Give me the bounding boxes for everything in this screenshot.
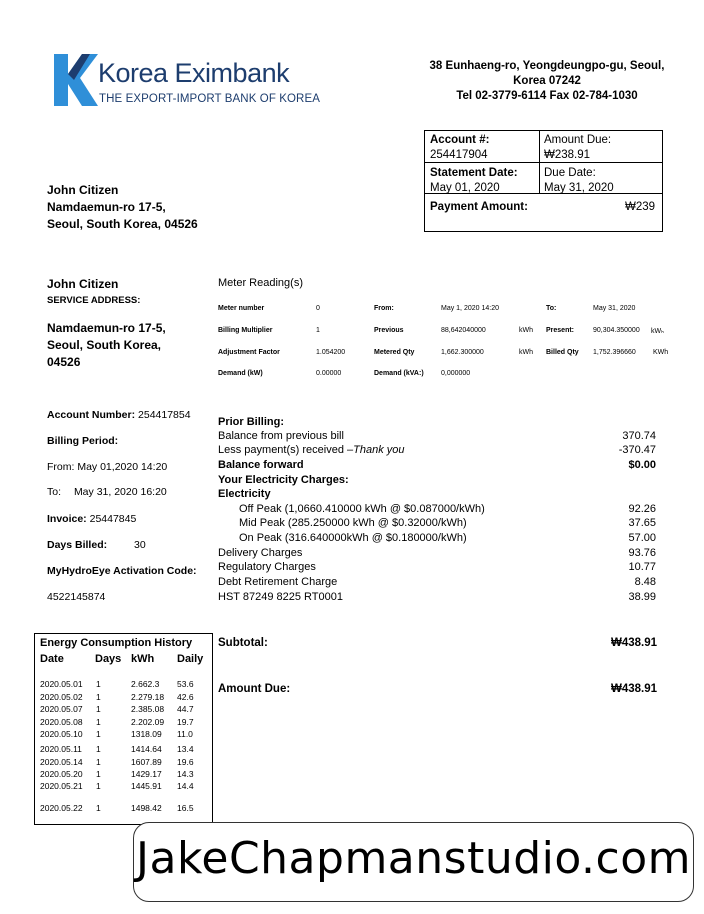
activation-code-value: 4522145874: [47, 591, 106, 603]
bank-name: Korea Eximbank: [98, 58, 290, 88]
history-cell: 2020.05.20: [40, 769, 83, 779]
activation-code-label: MyHydroEye Activation Code:: [47, 565, 197, 577]
watermark-banner: [133, 822, 694, 902]
history-cell: 1: [96, 803, 101, 813]
previous-value: 88,642040000: [441, 327, 486, 334]
service-address-label: SERVICE ADDRESS:: [47, 295, 141, 306]
payment-amount-value: ₩239: [625, 201, 656, 213]
meter-to-value: May 31, 2020: [593, 305, 636, 312]
customer-address-line2: Seoul, South Korea, 04526: [47, 217, 198, 231]
billed-qty-value: 1,752.396660: [593, 349, 636, 356]
balance-previous-label: Balance from previous bill: [218, 430, 344, 442]
days-billed-line: [47, 539, 146, 551]
days-billed-value: 30: [134, 539, 146, 551]
customer-address: [47, 182, 198, 233]
history-cell: 1: [96, 744, 101, 754]
account-summary-box: [424, 130, 663, 232]
payment-received-thanks: Thank you: [353, 444, 405, 456]
billing-to-value: May 31, 2020 16:20: [73, 486, 167, 498]
present-unit: kWₕ: [651, 328, 664, 335]
history-cell: 1: [96, 692, 101, 702]
on-peak-value: 57.00: [628, 532, 656, 544]
hst-label: HST 87249 8225 RT0001: [218, 591, 343, 603]
history-cell: 2020.05.02: [40, 692, 83, 702]
payment-received-label: Less payment(s) received –: [218, 444, 354, 456]
electricity-label: Electricity: [218, 488, 271, 500]
due-date-label: Due Date:: [544, 167, 596, 179]
bank-address: [412, 59, 682, 104]
watermark-text: JakeChapmanstudio.com: [136, 833, 691, 884]
history-cell: 42.6: [177, 692, 194, 702]
days-billed-label: Days Billed:: [47, 539, 108, 551]
history-cell: 1: [96, 717, 101, 727]
amount-due-label: Amount Due:: [544, 134, 612, 146]
left-account-number-label: Account Number:: [47, 409, 136, 421]
service-address-line3: 04526: [47, 355, 81, 369]
energy-consumption-history: [34, 633, 213, 825]
statement-date-label: Statement Date:: [430, 167, 518, 179]
regulatory-charges-label: Regulatory Charges: [218, 561, 316, 573]
service-address: [47, 320, 166, 371]
billed-qty-label: Billed Qty: [546, 349, 579, 356]
demand-kva-value: 0,000000: [441, 370, 471, 377]
previous-unit: kWh: [519, 327, 533, 334]
present-label: Present:: [546, 327, 575, 334]
customer-address-line1: Namdaemun-ro 17-5,: [47, 200, 166, 214]
history-cell: 16.5: [177, 803, 194, 813]
history-cell: 1445.91: [131, 781, 162, 791]
history-cell: 1: [96, 729, 101, 739]
meter-from-label: From:: [374, 305, 394, 312]
amount-due-label-bottom: Amount Due:: [218, 683, 291, 695]
billing-from-line: [47, 461, 167, 473]
history-header-date: Date: [40, 653, 64, 665]
demand-kw-label: Demand (kW): [218, 370, 263, 377]
amount-due-value: ₩238.91: [544, 149, 591, 161]
bank-address-line1: 38 Eunhaeng-ro, Yeongdeungpo-gu, Seoul,: [429, 60, 665, 72]
billed-qty-unit: KWh: [653, 349, 669, 356]
mid-peak-value: 37.65: [628, 517, 656, 529]
logo-mark-icon: [54, 54, 98, 106]
previous-label: Previous: [374, 327, 404, 334]
billing-to-line: [47, 486, 167, 498]
billing-from-value: May 01,2020 14:20: [77, 461, 168, 473]
adjustment-factor-label: Adjustment Factor: [218, 349, 280, 356]
mid-peak-label: Mid Peak (285.250000 kWh @ $0.32000/kWh): [239, 517, 467, 529]
history-cell: 1318.09: [131, 729, 162, 739]
demand-kw-value: 0.00000: [316, 370, 342, 377]
subtotal-label: Subtotal:: [218, 637, 268, 649]
history-header-days: Days: [95, 653, 122, 665]
history-cell: 2020.05.01: [40, 679, 83, 689]
history-cell: 19.7: [177, 717, 194, 727]
hst-value: 38.99: [628, 591, 656, 603]
history-cell: 1498.42: [131, 803, 162, 813]
history-cell: 2020.05.14: [40, 757, 83, 767]
account-number-line: [47, 409, 191, 421]
left-account-number-value: 254417854: [138, 409, 191, 421]
billing-multiplier-value: 1: [316, 327, 320, 334]
payment-received-value: -370.47: [618, 444, 656, 456]
history-cell: 2020.05.21: [40, 781, 83, 791]
debt-retirement-value: 8.48: [634, 576, 656, 588]
history-cell: 2020.05.11: [40, 744, 82, 754]
account-number-label: Account #:: [430, 134, 490, 146]
history-cell: 11.0: [177, 729, 193, 739]
history-cell: 2.385.08: [131, 704, 165, 714]
metered-qty-label: Metered Qty: [374, 349, 415, 356]
invoice-label: Invoice:: [47, 513, 87, 525]
history-header-daily: Daily: [177, 653, 204, 665]
history-cell: 2.662.3: [131, 679, 160, 689]
service-name: John Citizen: [47, 277, 119, 291]
invoice-line: [47, 513, 136, 525]
billing-from-label: From:: [47, 461, 75, 473]
service-address-line2: Seoul, South Korea,: [47, 338, 162, 352]
history-cell: 2.279.18: [131, 692, 165, 702]
history-cell: 1: [96, 757, 101, 767]
adjustment-factor-value: 1.054200: [316, 349, 346, 356]
balance-previous-value: 370.74: [622, 430, 656, 442]
history-cell: 1: [96, 704, 101, 714]
account-number-value: 254417904: [430, 149, 488, 161]
meter-number-value: 0: [316, 305, 320, 312]
balance-forward-value: $0.00: [628, 459, 656, 471]
regulatory-charges-value: 10.77: [628, 561, 656, 573]
history-cell: 1414.64: [131, 744, 162, 754]
metered-qty-unit: kWh: [519, 349, 533, 356]
history-cell: 14.4: [177, 781, 194, 791]
billing-to-label: To:: [47, 486, 62, 498]
bank-tagline: THE EXPORT-IMPORT BANK OF KOREA: [99, 93, 321, 105]
electricity-charges-label: Your Electricity Charges:: [218, 474, 349, 486]
payment-received-line: [218, 444, 405, 456]
amount-due-value-bottom: ₩438.91: [610, 683, 657, 695]
meter-to-label: To:: [546, 305, 557, 312]
off-peak-label: Off Peak (1,0660.410000 kWh @ $0.087000/kWh): [239, 503, 485, 515]
meter-number-label: Meter number: [218, 305, 265, 312]
bank-contact: Tel 02-3779-6114 Fax 02-784-1030: [456, 90, 638, 102]
history-cell: 53.6: [177, 679, 194, 689]
subtotal-value: ₩438.91: [610, 637, 657, 649]
delivery-charges-value: 93.76: [628, 547, 656, 559]
history-header-kwh: kWh: [131, 653, 155, 665]
history-cell: 13.4: [177, 744, 194, 754]
history-cell: 1: [96, 769, 101, 779]
delivery-charges-label: Delivery Charges: [218, 547, 303, 559]
payment-amount-label: Payment Amount:: [430, 201, 528, 213]
history-title: Energy Consumption History: [40, 637, 193, 649]
history-cell: 1: [96, 679, 101, 689]
history-cell: 1607.89: [131, 757, 162, 767]
history-cell: 1429.17: [131, 769, 162, 779]
history-cell: 2020.05.10: [40, 729, 83, 739]
history-cell: 2.202.09: [131, 717, 165, 727]
debt-retirement-label: Debt Retirement Charge: [218, 576, 338, 588]
bank-address-line2: Korea 07242: [513, 75, 581, 87]
history-cell: 1: [96, 781, 101, 791]
prior-billing-label: Prior Billing:: [218, 416, 284, 428]
meter-readings-title: Meter Reading(s): [218, 277, 303, 289]
metered-qty-value: 1,662.300000: [441, 349, 484, 356]
due-date-value: May 31, 2020: [544, 182, 614, 194]
history-cell: 44.7: [177, 704, 194, 714]
customer-name: John Citizen: [47, 183, 119, 197]
meter-from-value: May 1, 2020 14:20: [441, 305, 499, 312]
billing-period-label: Billing Period:: [47, 435, 119, 447]
history-cell: 2020.05.08: [40, 717, 83, 727]
history-cell: 19.6: [177, 757, 194, 767]
demand-kva-label: Demand (kVA:): [374, 370, 424, 377]
statement-date-value: May 01, 2020: [430, 182, 500, 194]
billing-multiplier-label: Billing Multiplier: [218, 327, 273, 334]
present-value: 90,304.350000: [593, 327, 640, 334]
on-peak-label: On Peak (316.640000kWh @ $0.180000/kWh): [239, 532, 467, 544]
invoice-value: 25447845: [89, 513, 137, 525]
off-peak-value: 92.26: [628, 503, 656, 515]
history-cell: 2020.05.07: [40, 704, 83, 714]
history-cell: 2020.05.22: [40, 803, 83, 813]
service-address-line1: Namdaemun-ro 17-5,: [47, 321, 166, 335]
history-cell: 14.3: [177, 769, 194, 779]
balance-forward-label: Balance forward: [218, 459, 304, 471]
